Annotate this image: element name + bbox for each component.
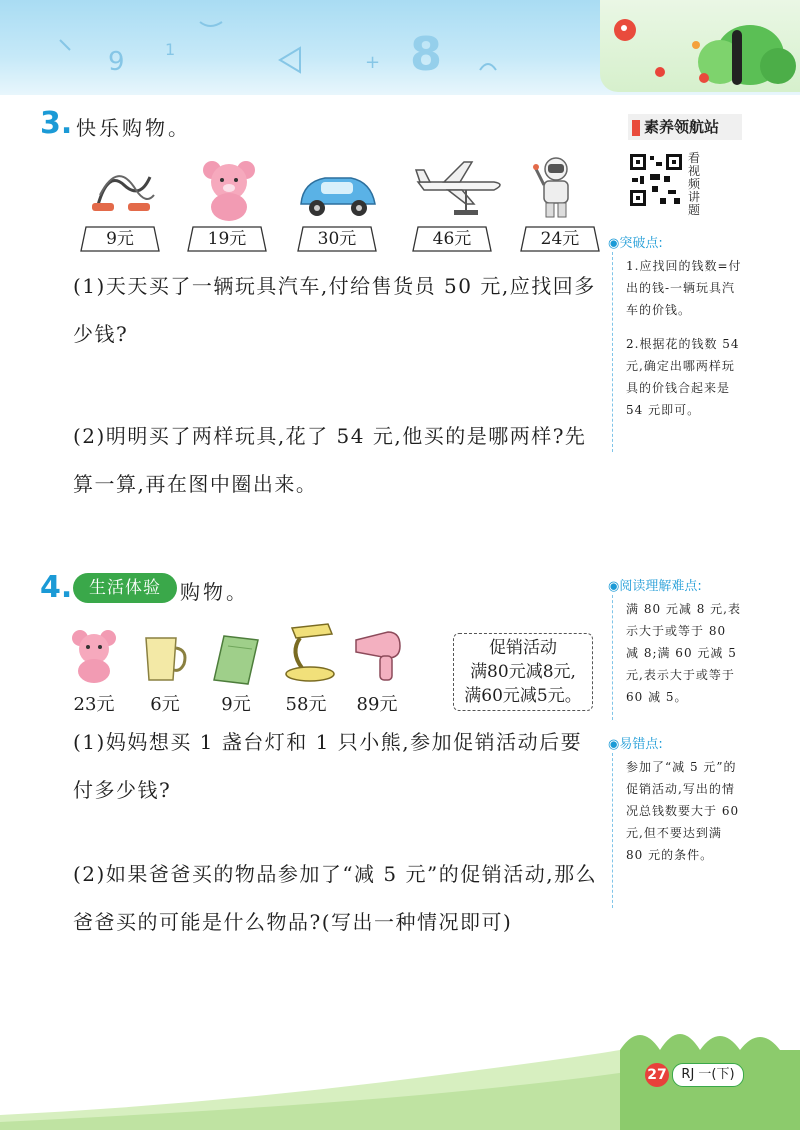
question-3-part-2: (2)明明买了两样玩具,花了 54 元,他买的是哪两样?先算一算,再在图中圈出来。 bbox=[73, 424, 587, 496]
toy-airplane-icon bbox=[414, 158, 508, 218]
price-tag-astronaut[interactable] bbox=[520, 226, 600, 252]
question-4-title: 购物。 bbox=[180, 580, 249, 604]
reading-difficulty-label: ◉阅读理解难点: bbox=[608, 579, 702, 594]
bullet-icon: ◉ bbox=[608, 579, 620, 594]
teddy-bear-icon bbox=[68, 628, 120, 684]
price-label: 30元 bbox=[317, 229, 357, 249]
breakthrough-label: ◉突破点: bbox=[608, 236, 663, 251]
svg-text:+: + bbox=[365, 52, 381, 73]
desk-lamp-icon bbox=[280, 622, 342, 686]
price-tag-toy-airplane[interactable] bbox=[412, 226, 492, 252]
lighthouse-icon bbox=[632, 120, 640, 136]
price-label-hair-dryer: 89元 bbox=[356, 694, 398, 715]
hair-dryer-icon bbox=[352, 628, 406, 686]
sidebar-divider bbox=[612, 753, 613, 908]
sidebar-divider bbox=[612, 595, 613, 720]
price-label-mug: 6元 bbox=[150, 694, 180, 715]
price-tag-toy-car[interactable] bbox=[297, 226, 377, 252]
bullet-icon: ◉ bbox=[608, 236, 620, 251]
life-experience-badge: 生活体验 bbox=[73, 573, 177, 603]
qr-code[interactable] bbox=[628, 152, 684, 208]
price-label: 46元 bbox=[432, 229, 472, 249]
price-label-desk-lamp: 58元 bbox=[285, 694, 327, 715]
breakthrough-text-1: 1.应找回的钱数=付出的钱-一辆玩具汽车的价钱。 bbox=[626, 259, 742, 317]
error-prone-text: 参加了“减 5 元”的促销活动,写出的情况总钱数要大于 60 元,但不要达到满 80 元的条件。 bbox=[626, 760, 740, 862]
question-4-number: 4. bbox=[40, 570, 73, 605]
toy-car-icon bbox=[295, 170, 381, 220]
promotion-box bbox=[453, 633, 593, 711]
bullet-icon: ◉ bbox=[608, 737, 620, 752]
question-3-part-1: (1)天天买了一辆玩具汽车,付给售货员 50 元,应找回多少钱? bbox=[73, 274, 596, 346]
price-label-notebook: 9元 bbox=[221, 694, 251, 715]
svg-text:9: 9 bbox=[108, 47, 125, 77]
svg-text:8: 8 bbox=[410, 27, 443, 81]
question-3-title: 快乐购物。 bbox=[76, 116, 191, 140]
question-4-part-1: (1)妈妈想买 1 盏台灯和 1 只小熊,参加促销活动后要付多少钱? bbox=[73, 730, 583, 802]
header-decoration bbox=[0, 0, 600, 95]
qr-caption: 看视频讲题 bbox=[688, 151, 701, 217]
question-3-number: 3. bbox=[40, 106, 73, 141]
question-4-part-2: (2)如果爸爸买的物品参加了“减 5 元”的促销活动,那么爸爸买的可能是什么物品?(写出一种情况即可) bbox=[73, 862, 598, 934]
breakthrough-text-2: 2.根据花的钱数 54 元,确定出哪两样玩具的价钱合起来是 54 元即可。 bbox=[626, 337, 740, 417]
sidebar-title bbox=[628, 114, 742, 140]
edition-label: RJ 一(下) bbox=[672, 1063, 744, 1087]
price-label: 9元 bbox=[106, 229, 134, 249]
price-tag-teddy-bear[interactable] bbox=[187, 226, 267, 252]
jump-rope-icon bbox=[88, 165, 160, 225]
error-prone-label: ◉易错点: bbox=[608, 737, 663, 752]
page-number: 27 bbox=[645, 1063, 669, 1087]
notebook-icon bbox=[210, 634, 262, 686]
header-plant-panel bbox=[600, 0, 800, 92]
price-label: 19元 bbox=[207, 229, 247, 249]
svg-text:1: 1 bbox=[165, 40, 176, 59]
price-tag-jump-rope[interactable] bbox=[80, 226, 160, 252]
sidebar-title-text: 素养领航站 bbox=[644, 118, 720, 136]
teddy-bear-icon bbox=[198, 158, 260, 222]
qr-code-icon bbox=[628, 152, 684, 208]
promotion-title: 促销活动 bbox=[489, 638, 557, 658]
price-label-teddy-bear: 23元 bbox=[73, 694, 115, 715]
astronaut-toy-icon bbox=[532, 155, 578, 221]
promotion-line-2: 满60元减5元。 bbox=[464, 686, 582, 706]
price-label: 24元 bbox=[540, 229, 580, 249]
plant-illustration-icon bbox=[600, 0, 800, 92]
promotion-line-1: 满80元减8元, bbox=[470, 662, 576, 682]
reading-difficulty-text: 满 80 元减 8 元,表示大于或等于 80 减 8;满 60 元减 5 元,表示大于或等于 60 减 5。 bbox=[626, 602, 741, 704]
sidebar-divider bbox=[612, 252, 613, 452]
mug-icon bbox=[140, 634, 190, 684]
